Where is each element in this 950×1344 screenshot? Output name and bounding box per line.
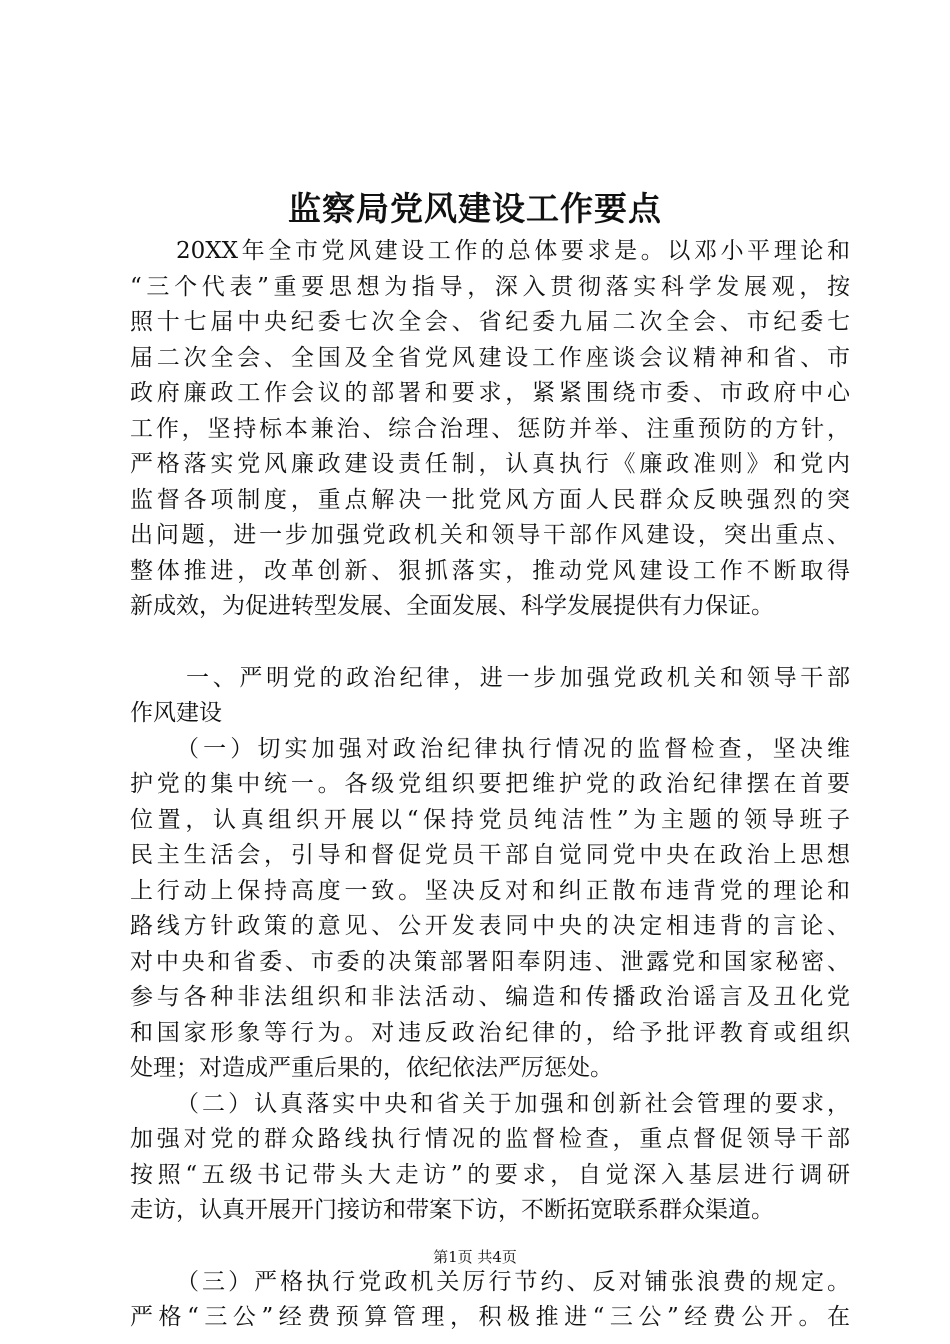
- section-heading: 一、严明党的政治纪律，进一步加强党政机关和领导干部: [186, 664, 850, 691]
- body-line: 严格“三公”经费预算管理，积极推进“三公”经费公开。在: [130, 1304, 850, 1330]
- body-line: 严格落实党风廉政建设责任制，认真执行《廉政准则》和党内: [130, 451, 850, 477]
- section-heading: 作风建设: [130, 700, 222, 726]
- body-line: 新成效，为促进转型发展、全面发展、科学发展提供有力保证。: [130, 593, 774, 619]
- body-line: 路线方针政策的意见、公开发表同中央的决定相违背的言论、: [130, 913, 850, 939]
- body-line: 监督各项制度，重点解决一批党风方面人民群众反映强烈的突: [130, 486, 850, 513]
- body-line: 照十七届中央纪委七次全会、省纪委九届二次全会、市纪委七: [130, 309, 850, 335]
- body-line: 参与各种非法组织和非法活动、编造和传播政治谣言及丑化党: [130, 984, 850, 1010]
- body-line: 护党的集中统一。各级党组织要把维护党的政治纪律摆在首要: [130, 771, 850, 797]
- body-line: （三）严格执行党政机关厉行节约、反对铺张浪费的规定。: [176, 1268, 850, 1295]
- body-line: 对中央和省委、市委的决策部署阳奉阴违、泄露党和国家秘密、: [130, 948, 850, 975]
- body-line: 按照“五级书记带头大走访”的要求，自觉深入基层进行调研: [130, 1161, 850, 1188]
- body-line: 整体推进，改革创新、狠抓落实，推动党风建设工作不断取得: [130, 557, 850, 584]
- body-line: 届二次全会、全国及全省党风建设工作座谈会议精神和省、市: [130, 344, 850, 371]
- body-line: 上行动上保持高度一致。坚决反对和纠正散布违背党的理论和: [130, 877, 850, 904]
- body-line: 走访，认真开展开门接访和带案下访，不断拓宽联系群众渠道。: [130, 1197, 774, 1223]
- body-line: （一）切实加强对政治纪律执行情况的监督检查，坚决维: [176, 735, 850, 762]
- body-line: 位置，认真组织开展以“保持党员纯洁性”为主题的领导班子: [130, 806, 850, 833]
- body-line: 工作，坚持标本兼治、综合治理、惩防并举、注重预防的方针，: [130, 415, 850, 442]
- body-line: 民主生活会，引导和督促党员干部自觉同党中央在政治上思想: [130, 842, 850, 868]
- document-body: [130, 234, 850, 1336]
- body-line: 政府廉政工作会议的部署和要求，紧紧围绕市委、市政府中心: [130, 380, 850, 406]
- body-line: “三个代表”重要思想为指导，深入贯彻落实科学发展观，按: [130, 273, 850, 300]
- body-line: 处理；对造成严重后果的，依纪依法严厉惩处。: [130, 1055, 613, 1081]
- body-line: 出问题，进一步加强党政机关和领导干部作风建设，突出重点、: [130, 522, 850, 548]
- paragraph-gap: [130, 625, 850, 661]
- document-title: 监察局党风建设工作要点: [288, 189, 662, 228]
- body-line: 加强对党的群众路线执行情况的监督检查，重点督促领导干部: [130, 1126, 850, 1152]
- body-line: 20XX年全市党风建设工作的总体要求是。以邓小平理论和: [176, 238, 850, 264]
- body-line: 和国家形象等行为。对违反政治纪律的，给予批评教育或组织: [130, 1019, 850, 1046]
- body-line: （二）认真落实中央和省关于加强和创新社会管理的要求，: [176, 1090, 850, 1117]
- page-number-footer: 第1页 共4页: [433, 1248, 517, 1266]
